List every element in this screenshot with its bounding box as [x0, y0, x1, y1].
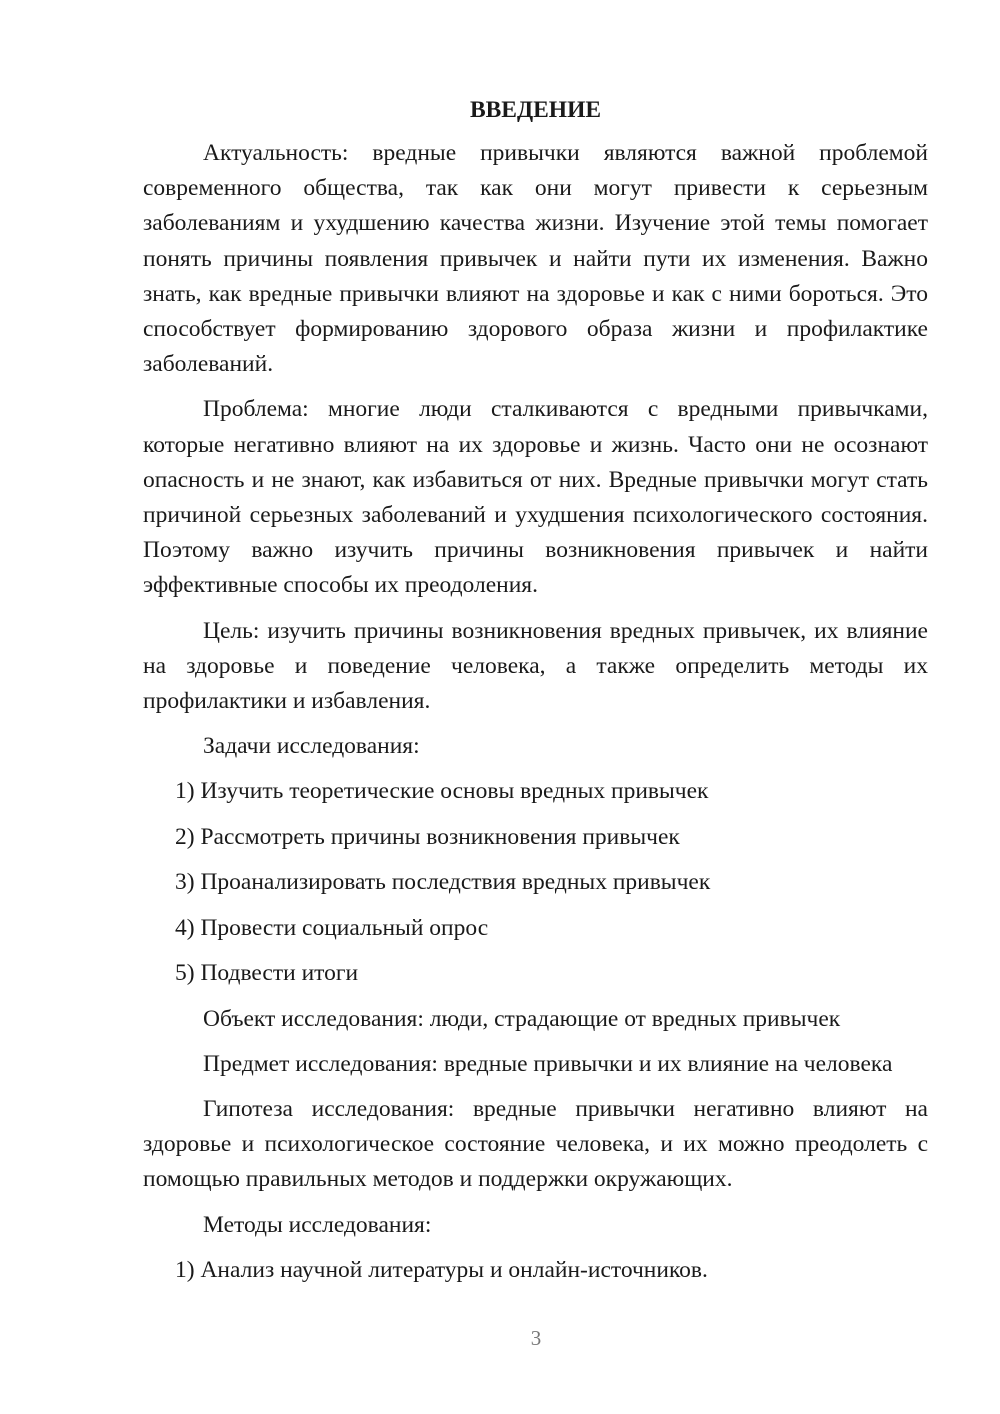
relevance-paragraph: Актуальность: вредные привычки являются важной проблемой современного общества, так как они могут привести к серьезным заболеваниям и ухудшению качества жизни. Изучение этой темы помогает понять причины появления привычек и найти пути их изменения. Важно знать, как вредные привычки влияют на здоровье и как с ними бороться. Это способствует формированию здорового образа жизни и профилактике заболеваний.	[143, 140, 928, 378]
problem-paragraph: Проблема: многие люди сталкиваются с вредными привычками, которые негативно влияют на их здоровье и жизнь. Часто они не осознают опасность и не знают, как избавиться от них. Вредные привычки могут стать причиной серьезных заболеваний и ухудшения психологического состояния. Поэтому важно изучить причины возникновения привычек и найти эффективные способы их преодоления.	[143, 396, 928, 599]
task-item: 2) Рассмотреть причины возникновения привычек	[175, 823, 680, 850]
task-item: 1) Изучить теоретические основы вредных привычек	[175, 778, 709, 805]
methods-heading: Методы исследования:	[203, 1211, 432, 1238]
task-item: 4) Провести социальный опрос	[175, 914, 489, 941]
page-content	[143, 88, 928, 1288]
hypothesis-paragraph: Гипотеза исследования: вредные привычки негативно влияют на здоровье и психологическое состояние человека, и их можно преодолеть с помощью правильных методов и поддержки окружающих.	[143, 1095, 928, 1193]
subject-line: Предмет исследования: вредные привычки и их влияние на человека	[203, 1050, 893, 1077]
method-item: 1) Анализ научной литературы и онлайн-источников.	[175, 1256, 708, 1283]
page-number: 3	[530, 1326, 542, 1350]
object-line: Объект исследования: люди, страдающие от вредных привычек	[203, 1005, 841, 1032]
task-item: 5) Подвести итоги	[175, 960, 359, 987]
tasks-list	[143, 774, 928, 1002]
methods-list	[143, 1253, 928, 1288]
tasks-heading: Задачи исследования:	[203, 733, 420, 760]
goal-paragraph: Цель: изучить причины возникновения вредных привычек, их влияние на здоровье и поведение человека, а также определить методы их профилактики и избавления.	[143, 617, 928, 715]
task-item: 3) Проанализировать последствия вредных привычек	[175, 869, 711, 896]
page-title: ВВЕДЕНИЕ	[469, 97, 602, 123]
